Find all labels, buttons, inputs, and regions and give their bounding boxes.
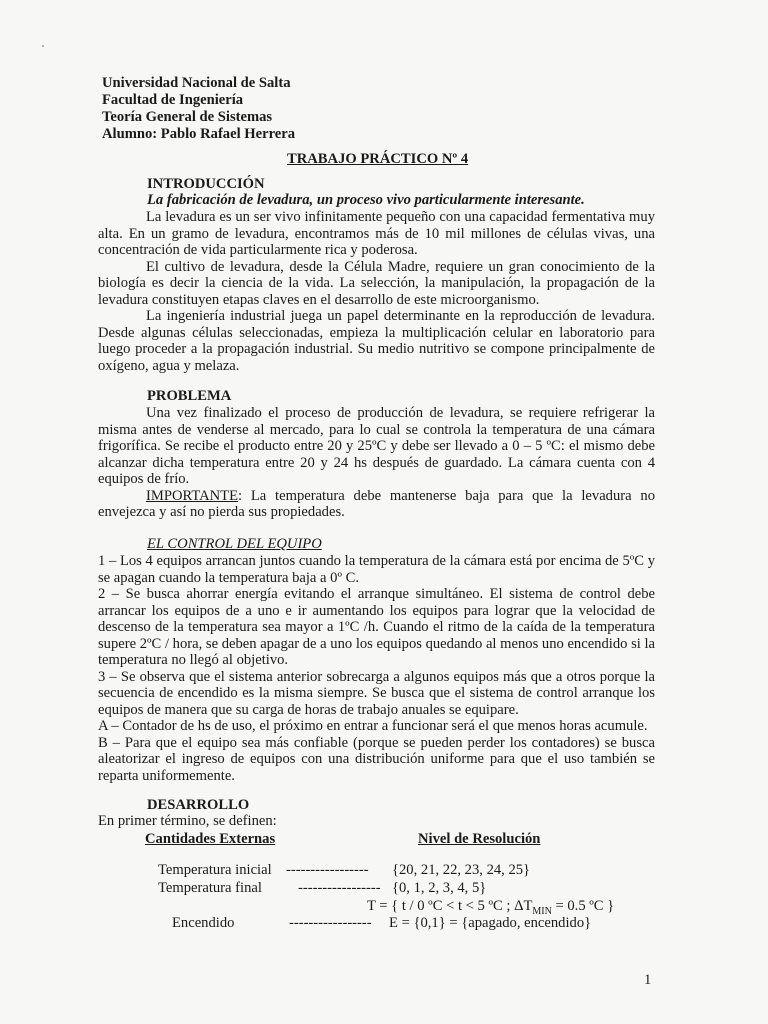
desarrollo-heading: DESARROLLO — [147, 797, 250, 813]
important-paragraph — [98, 488, 655, 521]
problema-paragraph: Una vez finalizado el proceso de producción de levadura, se requiere refrigerar la misma antes de venderse al mercado, para lo cual se controla la temperatura de una cámara frigorífica. Se recibe el producto entre 20 y 25ºC y debe ser llevado a 0 – 5 ºC: el mismo debe alcanzar dicha temperatura entre 20 y 24 hs después de guardado. La cámara cuenta con 4 equipos de frío. — [98, 405, 655, 487]
row-label-encendido: Encendido — [172, 915, 235, 931]
row-dashes-temp-inicial: ----------------- — [286, 862, 369, 878]
problema-body — [98, 405, 655, 521]
row-label-temp-final: Temperatura final — [158, 880, 262, 896]
intro-heading: INTRODUCCIÓN — [147, 176, 265, 192]
control-body — [98, 553, 655, 784]
t-def-part-a: T = { t / 0 ºC < t < 5 ºC ; ΔT — [367, 898, 533, 914]
row-label-temp-inicial: Temperatura inicial — [158, 862, 272, 878]
column-header-cantidades: Cantidades Externas — [145, 831, 276, 847]
control-item-1: 1 – Los 4 equipos arrancan juntos cuando la temperatura de la cámara está por encima de 5ºC y se apagan cuando la temperatura baja a 0º C. — [98, 553, 655, 586]
intro-paragraph-1: La levadura es un ser vivo infinitamente pequeño con una capacidad fermentativa muy alta. En un gramo de levadura, encontramos más de 10 mil millones de células vivas, una concentración de vida particularmente rica y poderosa. — [98, 209, 655, 258]
important-text: : La temperatura debe mantenerse baja para que la levadura no envejezca y así no pierda sus propiedades. — [98, 487, 655, 520]
control-item-b: B – Para que el equipo sea más confiable (porque se pueden perder los contadores) se busca aleatorizar el ingreso de equipos con una distribución uniforme para que el uso también se reparta uniformemente. — [98, 734, 655, 784]
t-def-part-b: = 0.5 ºC } — [551, 898, 615, 914]
header-faculty: Facultad de Ingeniería — [102, 92, 244, 108]
control-heading: EL CONTROL DEL EQUIPO — [147, 536, 322, 552]
intro-subtitle: La fabricación de levadura, un proceso vivo particularmente interesante. — [147, 192, 585, 208]
control-item-3: 3 – Se observa que el sistema anterior sobrecarga a algunos equipos más que a otros porque la secuencia de encendido es la misma siempre. Se busca que el sistema de control arranque los equipos de manera que su carga de horas de trabajo anuales se equipare. — [98, 668, 655, 718]
page-number: 1 — [644, 972, 652, 988]
document-title: TRABAJO PRÁCTICO Nº 4 — [287, 151, 469, 167]
intro-body — [98, 209, 655, 374]
t-def-subscript: MIN — [532, 905, 552, 917]
intro-paragraph-3: La ingeniería industrial juega un papel determinante en la reproducción de levadura. Desde algunas células seleccionadas, empieza la multiplicación celular en laboratorio para luego proceder a la propagación industrial. Su medio nutritivo se compone principalmente de oxígeno, agua y melaza. — [98, 308, 655, 374]
header-student: Alumno: Pablo Rafael Herrera — [102, 126, 296, 142]
header-course: Teoría General de Sistemas — [102, 109, 273, 125]
scan-speck — [42, 45, 44, 47]
row-dashes-encendido: ----------------- — [289, 915, 372, 931]
important-label: IMPORTANTE — [146, 487, 239, 504]
intro-paragraph-2: El cultivo de levadura, desde la Célula Madre, requiere un gran conocimiento de la biología es decir la ciencia de la vida. La selección, la manipulación, la propagación de la levadura constituyen etapas claves en el desarrollo de este microorganismo. — [98, 258, 655, 308]
row-dashes-temp-final: ----------------- — [298, 880, 381, 896]
row-value-encendido: E = {0,1} = {apagado, encendido} — [389, 915, 592, 931]
row-value-temp-final: {0, 1, 2, 3, 4, 5} — [392, 880, 487, 896]
control-item-2: 2 – Se busca ahorrar energía evitando el arranque simultáneo. El sistema de control debe arrancar los equipos de a uno e ir aumentando los equipos para lograr que la velocidad de descenso de la temperatura sea mayor a 1ºC /h. Cuando el ritmo de la caída de la temperatura supere 2ºC / hora, se deben apagar de a uno los equipos quedando al menos uno encendido si la temperatura no llegó al objetivo. — [98, 586, 655, 668]
column-header-nivel: Nivel de Resolución — [418, 831, 541, 847]
control-item-a: A – Contador de hs de uso, el próximo en entrar a funcionar será el que menos horas acumule. — [98, 718, 648, 734]
desarrollo-intro: En primer término, se definen: — [98, 813, 277, 829]
row-value-temp-inicial: {20, 21, 22, 23, 24, 25} — [392, 862, 531, 878]
problema-heading: PROBLEMA — [147, 388, 232, 404]
header-university: Universidad Nacional de Salta — [102, 75, 291, 91]
